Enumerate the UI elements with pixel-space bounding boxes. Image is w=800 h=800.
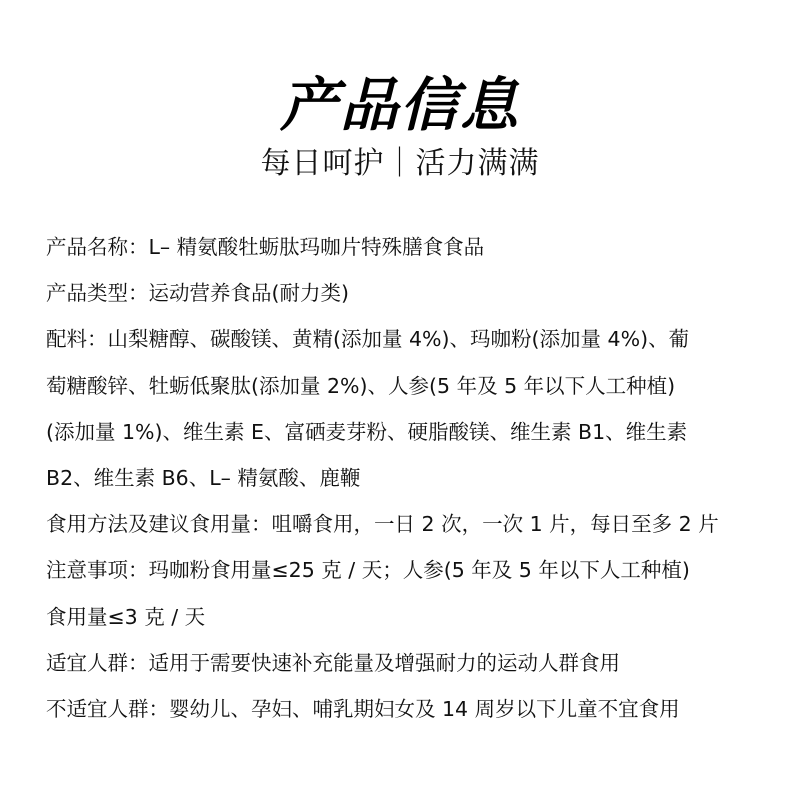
usage-line: 食用方法及建议食用量：咀嚼食用，一日 2 次，一次 1 片，每日至多 2 片 [46,512,719,537]
ingredients-line: 萄糖酸锌、牡蛎低聚肽(添加量 2%)、人参(5 年及 5 年以下人工种植) [46,373,676,398]
caution-line: 食用量≤3 克 / 天 [46,604,206,629]
ingredients-line: 配料：山梨糖醇、碳酸镁、黄精(添加量 4%)、玛咖粉(添加量 4%)、葡 [46,327,690,352]
page-subtitle: 每日呵护｜活力满满 [260,146,540,181]
product-info-body [46,232,776,740]
caution-line: 注意事项：玛咖粉食用量≤25 克 / 天；人参(5 年及 5 年以下人工种植) [46,558,690,583]
ingredients-line: B2、维生素 B6、L– 精氨酸、鹿鞭 [46,465,361,490]
product-name-line: 产品名称：L– 精氨酸牡蛎肽玛咖片特殊膳食食品 [46,235,485,259]
ingredients-line: (添加量 1%)、维生素 E、富硒麦芽粉、硬脂酸镁、维生素 B1、维生素 [46,419,688,444]
suitable-people-line: 适宜人群：适用于需要快速补充能量及增强耐力的运动人群食用 [46,650,620,675]
unsuitable-people-line: 不适宜人群：婴幼儿、孕妇、哺乳期妇女及 14 周岁以下儿童不宜食用 [46,696,680,721]
page-title: 产品信息 [279,71,520,139]
product-type-line: 产品类型：运动营养食品(耐力类) [46,281,349,306]
